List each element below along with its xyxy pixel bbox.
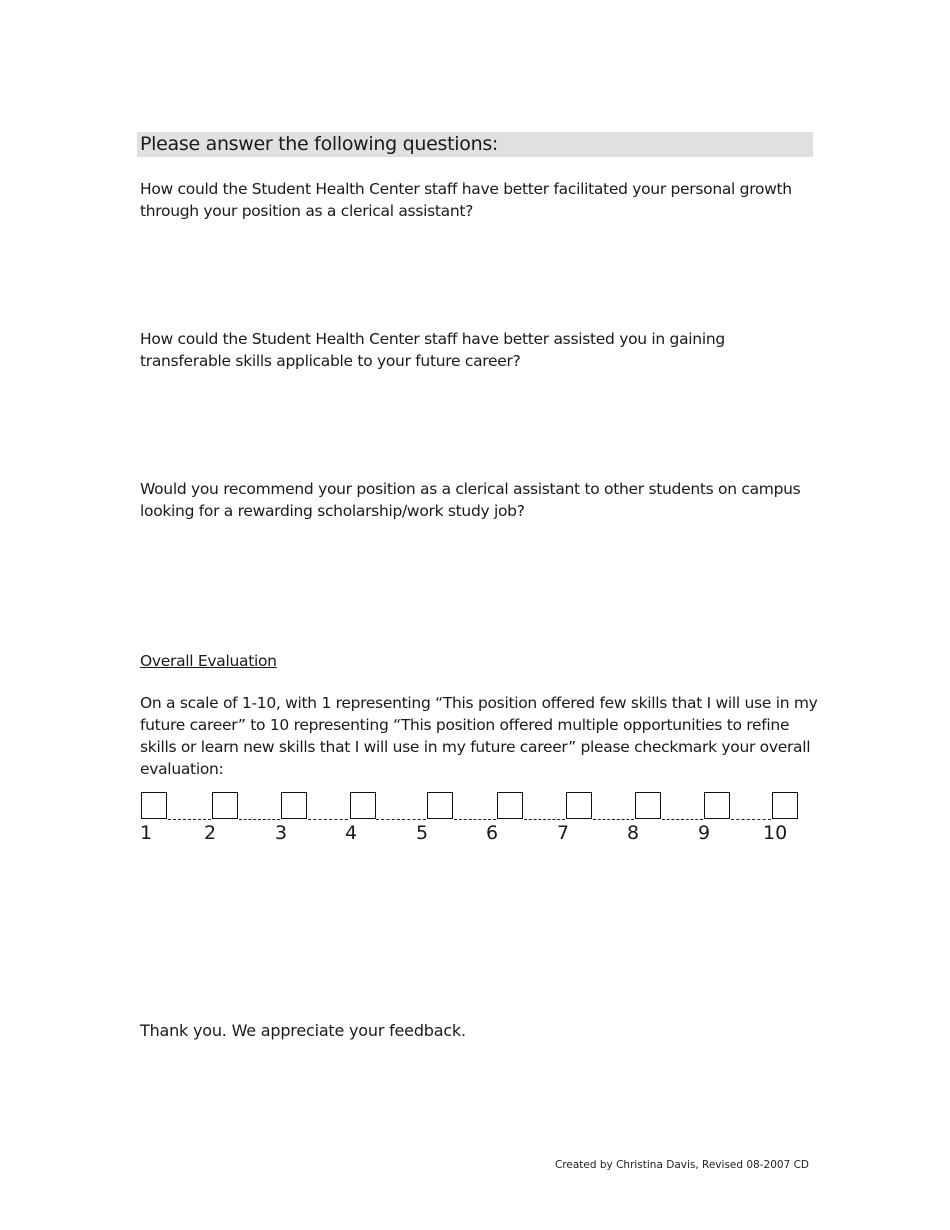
scale-connector	[239, 819, 280, 820]
rating-label-1: 1	[140, 822, 153, 844]
scale-connector	[731, 819, 771, 820]
overall-evaluation-description: On a scale of 1-10, with 1 representing “This position offered few skills that I will use in my future career” to 10 representing “This position offered multiple opportunities to refine skills or learn new skills that I will use in my future career” please checkmark your overall evaluation:	[140, 694, 818, 778]
rating-checkbox-2[interactable]	[212, 792, 238, 819]
scale-connector	[593, 819, 634, 820]
scale-connector	[524, 819, 565, 820]
rating-label-2: 2	[204, 822, 217, 844]
section-header-title: Please answer the following questions:	[140, 133, 499, 155]
rating-label-9: 9	[698, 822, 711, 844]
rating-checkbox-6[interactable]	[497, 792, 523, 819]
rating-label-10: 10	[763, 822, 788, 844]
rating-checkbox-8[interactable]	[635, 792, 661, 819]
rating-checkbox-9[interactable]	[704, 792, 730, 819]
scale-connector	[662, 819, 703, 820]
rating-label-7: 7	[557, 822, 570, 844]
rating-checkbox-5[interactable]	[427, 792, 453, 819]
rating-label-6: 6	[486, 822, 499, 844]
scale-connector	[308, 819, 348, 820]
footer-credit: Created by Christina Davis, Revised 08-2007 CD	[554, 1159, 809, 1171]
rating-checkbox-10[interactable]	[772, 792, 798, 819]
question-1: How could the Student Health Center staff have better facilitated your personal growth through your position as a clerical assistant?	[140, 180, 792, 220]
thank-you-text: Thank you. We appreciate your feedback.	[140, 1021, 466, 1040]
rating-label-5: 5	[416, 822, 429, 844]
rating-label-8: 8	[627, 822, 640, 844]
rating-checkbox-4[interactable]	[350, 792, 376, 819]
rating-checkbox-7[interactable]	[566, 792, 592, 819]
scale-connector	[454, 819, 496, 820]
rating-scale	[140, 792, 810, 852]
rating-label-4: 4	[345, 822, 358, 844]
rating-checkbox-1[interactable]	[141, 792, 167, 819]
scale-connector	[168, 819, 211, 820]
rating-label-3: 3	[275, 822, 288, 844]
question-3: Would you recommend your position as a clerical assistant to other students on campus looking for a rewarding scholarship/work study job?	[140, 480, 801, 520]
rating-checkbox-3[interactable]	[281, 792, 307, 819]
scale-connector	[376, 819, 426, 820]
section-header	[137, 132, 813, 157]
overall-evaluation-title: Overall Evaluation	[140, 652, 277, 670]
question-2: How could the Student Health Center staff have better assisted you in gaining transferable skills applicable to your future career?	[140, 330, 725, 370]
